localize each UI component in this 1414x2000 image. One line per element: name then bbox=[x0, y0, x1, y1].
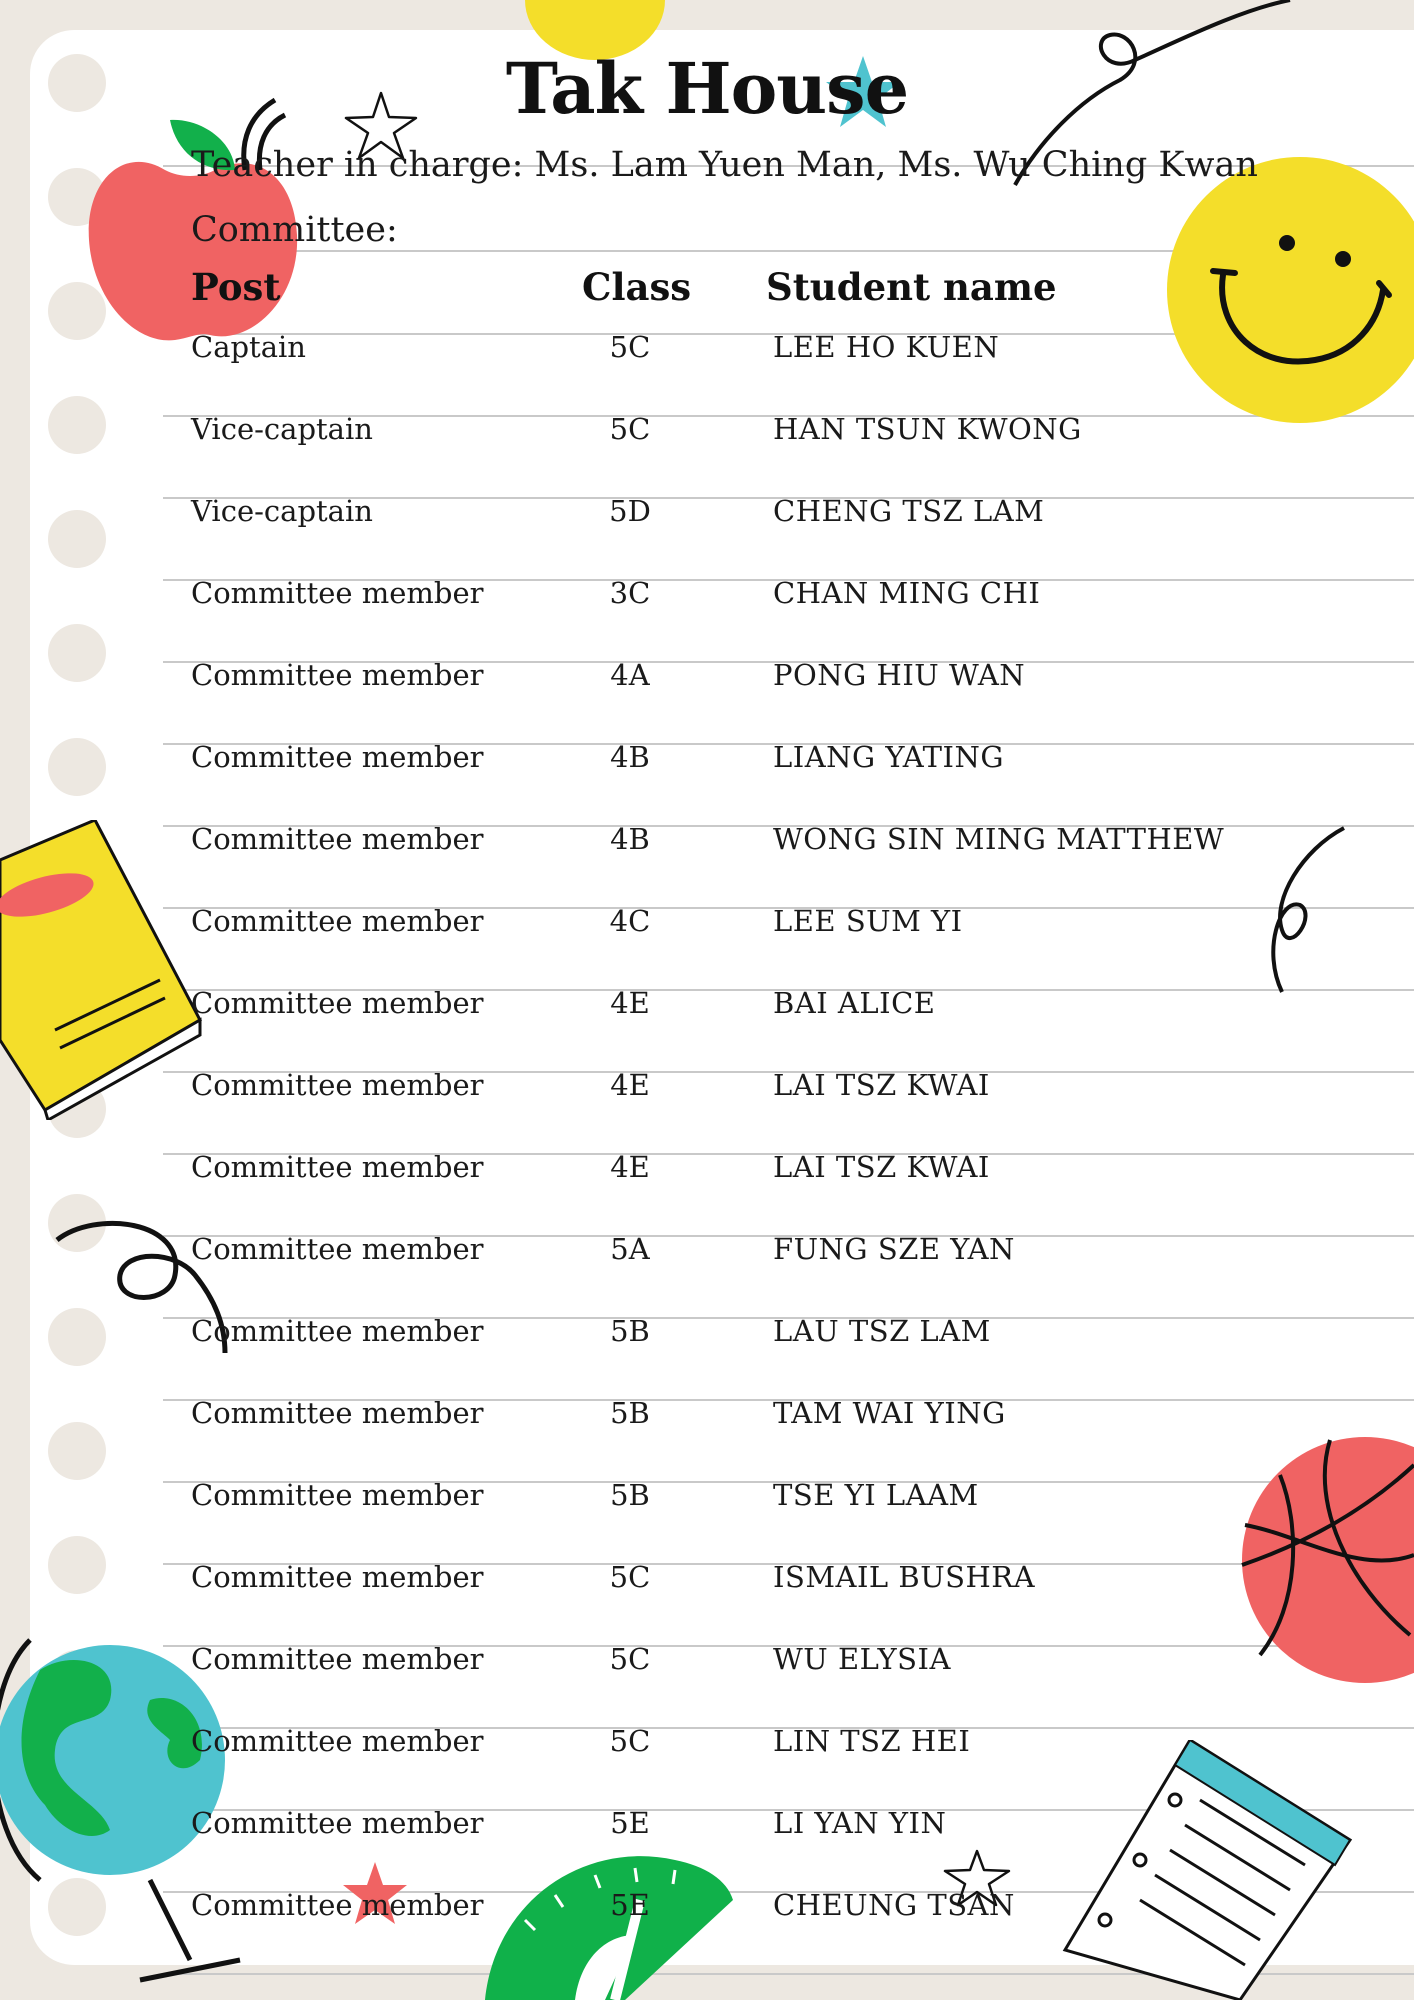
post-cell: Committee member bbox=[191, 576, 484, 610]
page-title: Tak House bbox=[505, 47, 909, 130]
class-cell: 5B bbox=[610, 1396, 650, 1430]
post-cell: Vice-captain bbox=[191, 412, 373, 446]
student-name-cell: WONG SIN MING MATTHEW bbox=[773, 822, 1225, 856]
teacher-in-charge: Teacher in charge: Ms. Lam Yuen Man, Ms. Wu Ching Kwan bbox=[191, 145, 1258, 185]
post-cell: Committee member bbox=[191, 740, 484, 774]
class-cell: 5B bbox=[610, 1478, 650, 1512]
column-header-student-name: Student name bbox=[766, 265, 1057, 309]
basketball-icon bbox=[1240, 1435, 1414, 1685]
class-cell: 5D bbox=[609, 494, 651, 528]
class-cell: 5C bbox=[609, 1560, 651, 1594]
student-name-cell: WU ELYSIA bbox=[773, 1642, 951, 1676]
smiley-face-icon bbox=[1165, 155, 1414, 425]
student-name-cell: CHENG TSZ LAM bbox=[773, 494, 1045, 528]
class-cell: 4E bbox=[610, 1068, 650, 1102]
student-name-cell: LAI TSZ KWAI bbox=[773, 1068, 990, 1102]
class-cell: 3C bbox=[609, 576, 651, 610]
class-cell: 5E bbox=[610, 1888, 650, 1922]
binder-hole bbox=[48, 396, 106, 454]
binder-hole bbox=[48, 1536, 106, 1594]
binder-hole bbox=[48, 738, 106, 796]
student-name-cell: HAN TSUN KWONG bbox=[773, 412, 1082, 446]
binder-hole bbox=[48, 510, 106, 568]
class-cell: 5C bbox=[609, 1724, 651, 1758]
post-cell: Committee member bbox=[191, 658, 484, 692]
committee-label: Committee: bbox=[191, 210, 398, 250]
post-cell: Committee member bbox=[191, 1560, 484, 1594]
book-icon bbox=[0, 820, 210, 1120]
student-name-cell: LIN TSZ HEI bbox=[773, 1724, 971, 1758]
student-name-cell: LAI TSZ KWAI bbox=[773, 1150, 990, 1184]
class-cell: 4C bbox=[609, 904, 651, 938]
class-cell: 4B bbox=[610, 740, 650, 774]
student-name-cell: LAU TSZ LAM bbox=[773, 1314, 991, 1348]
student-name-cell: LI YAN YIN bbox=[773, 1806, 947, 1840]
post-cell: Committee member bbox=[191, 1806, 484, 1840]
binder-hole bbox=[48, 1422, 106, 1480]
class-cell: 5C bbox=[609, 1642, 651, 1676]
student-name-cell: BAI ALICE bbox=[773, 986, 936, 1020]
class-cell: 4A bbox=[610, 658, 650, 692]
post-cell: Committee member bbox=[191, 904, 484, 938]
column-header-class: Class bbox=[582, 265, 692, 309]
student-name-cell: ISMAIL BUSHRA bbox=[773, 1560, 1036, 1594]
post-cell: Committee member bbox=[191, 986, 484, 1020]
post-cell: Committee member bbox=[191, 1396, 484, 1430]
class-cell: 4E bbox=[610, 1150, 650, 1184]
student-name-cell: FUNG SZE YAN bbox=[773, 1232, 1015, 1266]
scribble-right-icon bbox=[1262, 820, 1352, 1000]
post-cell: Committee member bbox=[191, 1232, 484, 1266]
post-cell: Committee member bbox=[191, 1314, 484, 1348]
post-cell: Vice-captain bbox=[191, 494, 373, 528]
class-cell: 5C bbox=[609, 412, 651, 446]
class-cell: 5E bbox=[610, 1806, 650, 1840]
class-cell: 4B bbox=[610, 822, 650, 856]
post-cell: Committee member bbox=[191, 1478, 484, 1512]
class-cell: 5C bbox=[609, 330, 651, 364]
student-name-cell: TAM WAI YING bbox=[773, 1396, 1006, 1430]
student-name-cell: LIANG YATING bbox=[773, 740, 1005, 774]
post-cell: Committee member bbox=[191, 1068, 484, 1102]
post-cell: Captain bbox=[191, 330, 306, 364]
class-cell: 5B bbox=[610, 1314, 650, 1348]
post-cell: Committee member bbox=[191, 1724, 484, 1758]
notepad-icon bbox=[1060, 1740, 1360, 2000]
student-name-cell: PONG HIU WAN bbox=[773, 658, 1026, 692]
student-name-cell: CHAN MING CHI bbox=[773, 576, 1041, 610]
binder-hole bbox=[48, 624, 106, 682]
post-cell: Committee member bbox=[191, 1150, 484, 1184]
student-name-cell: LEE SUM YI bbox=[773, 904, 963, 938]
class-cell: 5A bbox=[610, 1232, 650, 1266]
student-name-cell: CHEUNG TSAN bbox=[773, 1888, 1015, 1922]
class-cell: 4E bbox=[610, 986, 650, 1020]
post-cell: Committee member bbox=[191, 1888, 484, 1922]
post-cell: Committee member bbox=[191, 822, 484, 856]
student-name-cell: LEE HO KUEN bbox=[773, 330, 1000, 364]
column-header-post: Post bbox=[191, 265, 281, 309]
student-name-cell: TSE YI LAAM bbox=[773, 1478, 979, 1512]
protractor-icon bbox=[465, 1840, 735, 2000]
post-cell: Committee member bbox=[191, 1642, 484, 1676]
